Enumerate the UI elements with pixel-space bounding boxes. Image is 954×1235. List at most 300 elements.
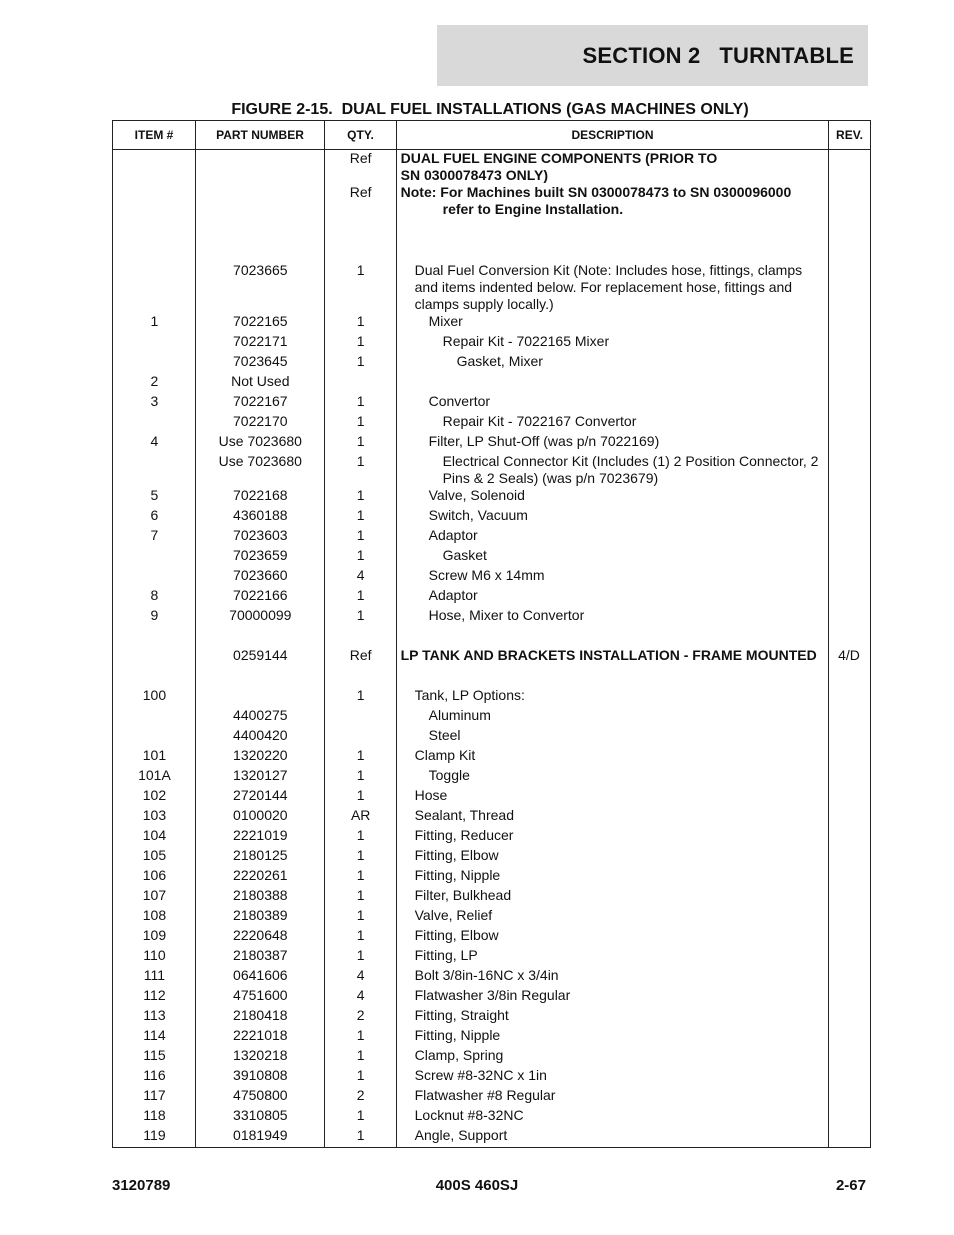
qty-cell: 1 — [356, 587, 365, 603]
part-number-cell: 2180125 — [233, 847, 288, 863]
description-cell — [397, 887, 828, 907]
column-divider — [195, 150, 196, 1147]
table-row — [113, 767, 870, 787]
qty-cell — [325, 373, 397, 393]
table-row — [113, 727, 870, 747]
description-cell — [397, 767, 828, 787]
description-text: Hose — [414, 787, 448, 803]
description-text: Filter, LP Shut-Off (was p/n 7022169) — [428, 433, 660, 449]
qty-cell: Ref — [349, 647, 372, 663]
section-title: SECTION 2 TURNTABLE — [582, 42, 854, 68]
rev-cell — [828, 567, 870, 587]
part-number-cell: 2220261 — [233, 867, 288, 883]
description-text: Angle, Support — [414, 1127, 508, 1143]
table-row — [113, 927, 870, 947]
rev-cell — [828, 727, 870, 747]
part-number-cell: 4750800 — [233, 1087, 288, 1103]
description-cell — [397, 647, 828, 667]
table-row — [113, 433, 870, 453]
footer-doc-number: 3120789 — [112, 1177, 171, 1194]
table-row — [113, 1127, 870, 1147]
item-cell: 117 — [143, 1087, 166, 1103]
part-number-cell: 0100020 — [233, 807, 288, 823]
rev-cell — [828, 150, 870, 184]
description-cell — [397, 727, 828, 747]
qty-cell: 1 — [356, 547, 365, 563]
description-cell — [397, 150, 828, 184]
qty-cell: 1 — [356, 1027, 365, 1043]
table-row — [113, 353, 870, 373]
item-cell: 9 — [150, 607, 159, 623]
table-row — [113, 150, 870, 184]
part-number-cell: 1320218 — [233, 1047, 288, 1063]
description-cell — [397, 707, 828, 727]
part-number-cell: 3310805 — [233, 1107, 288, 1123]
description-text: LP TANK AND BRACKETS INSTALLATION - FRAME MOUNTED — [400, 647, 817, 663]
item-cell: 7 — [150, 527, 159, 543]
description-cell — [397, 1107, 828, 1127]
rev-cell — [828, 433, 870, 453]
description-text: DUAL FUEL ENGINE COMPONENTS (PRIOR TO SN 0300078473 ONLY) — [400, 150, 718, 183]
part-number-cell: 7022170 — [233, 413, 288, 429]
table-row — [113, 313, 870, 333]
part-number-cell: 7022168 — [233, 487, 288, 503]
table-row — [113, 947, 870, 967]
item-cell: 100 — [142, 687, 167, 703]
qty-cell — [325, 707, 397, 727]
description-text: Sealant, Thread — [414, 807, 514, 823]
column-divider — [828, 150, 829, 1147]
part-number-cell: 2180388 — [233, 887, 288, 903]
spacer-row — [113, 627, 870, 647]
description-cell — [397, 333, 828, 353]
description-text-continued: refer to Engine Installation. — [442, 201, 624, 217]
table-row — [113, 987, 870, 1007]
description-text: Bolt 3/8in-16NC x 3/4in — [414, 967, 559, 983]
description-cell — [397, 967, 828, 987]
part-number-cell: 7023659 — [233, 547, 288, 563]
description-text: Gasket, Mixer — [456, 353, 543, 369]
table-row — [113, 507, 870, 527]
item-cell — [113, 184, 196, 218]
description-text: Hose, Mixer to Convertor — [428, 607, 585, 623]
qty-cell: 2 — [356, 1007, 365, 1023]
description-text: Fitting, LP — [414, 947, 478, 963]
rev-cell — [828, 353, 870, 373]
description-text: Screw M6 x 14mm — [428, 567, 545, 583]
rev-cell — [828, 373, 870, 393]
table-row — [113, 393, 870, 413]
description-text: Clamp, Spring — [414, 1047, 504, 1063]
item-cell: 5 — [150, 487, 159, 503]
part-number-cell: 4400275 — [233, 707, 288, 723]
rev-cell — [828, 967, 870, 987]
part-number-cell: 2180418 — [233, 1007, 288, 1023]
table-row — [113, 547, 870, 567]
qty-cell: AR — [350, 807, 371, 823]
rev-cell — [828, 393, 870, 413]
description-text: Dual Fuel Conversion Kit (Note: Includes hose, fittings, clamps and items indented below. For replacement hose, fittings and clamps supply locally.) — [414, 262, 803, 312]
item-cell: 113 — [143, 1007, 166, 1023]
table-row — [113, 567, 870, 587]
part-number-cell: Use 7023680 — [218, 453, 302, 469]
description-cell — [397, 1007, 828, 1027]
item-cell — [113, 567, 196, 587]
description-cell — [397, 1127, 828, 1147]
table-row — [113, 687, 870, 707]
item-cell — [113, 647, 196, 667]
footer-page-number: 2-67 — [835, 1177, 866, 1194]
qty-cell: 1 — [356, 767, 365, 783]
qty-cell: 1 — [356, 262, 365, 278]
description-cell — [397, 262, 828, 313]
table-row — [113, 827, 870, 847]
table-row — [113, 333, 870, 353]
qty-cell: 1 — [356, 907, 365, 923]
table-header-row — [113, 121, 871, 150]
table-row — [113, 1087, 870, 1107]
rev-cell — [828, 807, 870, 827]
rev-cell — [828, 507, 870, 527]
rev-cell — [828, 262, 870, 313]
qty-cell: 4 — [356, 967, 365, 983]
qty-cell: 1 — [356, 1067, 365, 1083]
rev-cell — [828, 767, 870, 787]
part-number-cell: 7022167 — [233, 393, 288, 409]
description-text: Valve, Relief — [414, 907, 493, 923]
part-number-cell: 2221018 — [233, 1027, 288, 1043]
rev-cell — [828, 887, 870, 907]
table-row — [113, 1027, 870, 1047]
description-cell — [397, 947, 828, 967]
table-row — [113, 847, 870, 867]
table-row — [113, 867, 870, 887]
table-row — [113, 1107, 870, 1127]
column-header-item: ITEM # — [113, 121, 196, 150]
description-text: Switch, Vacuum — [428, 507, 528, 523]
description-cell — [397, 827, 828, 847]
part-number-cell — [196, 184, 325, 218]
description-cell — [397, 313, 828, 333]
description-text: Convertor — [428, 393, 491, 409]
item-cell — [113, 262, 196, 313]
item-cell: 106 — [142, 867, 167, 883]
description-cell — [397, 847, 828, 867]
rev-cell — [828, 184, 870, 218]
item-cell: 6 — [150, 507, 159, 523]
rev-cell — [828, 587, 870, 607]
part-number-cell: 4400420 — [233, 727, 288, 743]
part-number-cell: 7022165 — [233, 313, 288, 329]
item-cell: 2 — [150, 373, 159, 389]
description-text: Valve, Solenoid — [428, 487, 525, 503]
item-cell — [113, 707, 196, 727]
description-cell — [397, 1047, 828, 1067]
item-cell: 118 — [143, 1107, 166, 1123]
rev-cell — [828, 947, 870, 967]
description-text: Adaptor — [428, 587, 478, 603]
item-cell: 102 — [142, 787, 167, 803]
table-row — [113, 787, 870, 807]
part-number-cell: Not Used — [231, 373, 290, 389]
footer-model: 400S 460SJ — [435, 1177, 519, 1194]
description-cell — [397, 787, 828, 807]
qty-cell: 1 — [356, 1047, 365, 1063]
item-cell: 108 — [142, 907, 167, 923]
table-row — [113, 262, 870, 313]
description-cell — [397, 807, 828, 827]
table-row — [113, 487, 870, 507]
part-number-cell: 7022171 — [233, 333, 288, 349]
spacer-row — [113, 667, 870, 687]
qty-cell: 1 — [356, 787, 365, 803]
column-header-description: DESCRIPTION — [397, 121, 829, 150]
description-cell — [397, 547, 828, 567]
part-number-cell: 0259144 — [233, 647, 288, 663]
rev-cell — [828, 413, 870, 433]
rev-cell — [828, 747, 870, 767]
description-cell — [397, 393, 828, 413]
section-header — [437, 25, 868, 86]
part-number-cell: 2221019 — [233, 827, 288, 843]
column-header-part-number: PART NUMBER — [196, 121, 325, 150]
description-text: Repair Kit - 7022165 Mixer — [442, 333, 610, 349]
table-row — [113, 907, 870, 927]
item-cell — [113, 727, 196, 747]
table-row — [113, 607, 870, 627]
qty-cell: 1 — [356, 413, 365, 429]
qty-cell: 1 — [356, 947, 365, 963]
rev-cell — [828, 907, 870, 927]
item-cell — [113, 413, 196, 433]
description-text: Aluminum — [428, 707, 491, 723]
rev-cell — [828, 787, 870, 807]
rev-cell — [828, 687, 870, 707]
description-cell — [397, 687, 828, 707]
description-cell — [397, 184, 828, 218]
column-divider — [396, 150, 397, 1147]
part-number-cell: 4751600 — [233, 987, 288, 1003]
description-text: Fitting, Reducer — [414, 827, 514, 843]
description-text: Toggle — [428, 767, 470, 783]
qty-cell: 1 — [356, 867, 365, 883]
rev-cell — [828, 1047, 870, 1067]
part-number-cell: 3910808 — [233, 1067, 288, 1083]
table-row — [113, 747, 870, 767]
qty-cell: 1 — [356, 453, 365, 469]
table-row — [113, 1047, 870, 1067]
description-text: Flatwasher 3/8in Regular — [414, 987, 571, 1003]
rev-cell — [828, 827, 870, 847]
rev-cell — [828, 1087, 870, 1107]
item-cell: 119 — [143, 1127, 166, 1143]
item-cell — [113, 453, 196, 487]
description-cell — [397, 507, 828, 527]
part-number-cell — [196, 150, 325, 184]
figure-title: FIGURE 2-15. DUAL FUEL INSTALLATIONS (GAS MACHINES ONLY) — [231, 101, 749, 118]
description-text: Fitting, Nipple — [414, 867, 501, 883]
part-number-cell: 7023603 — [233, 527, 288, 543]
table-row — [113, 1067, 870, 1087]
table-row — [113, 373, 870, 393]
table-row — [113, 647, 870, 667]
parts-table — [112, 120, 871, 1148]
description-text: Gasket — [442, 547, 487, 563]
qty-cell: 4 — [356, 987, 365, 1003]
rev-cell — [828, 707, 870, 727]
rev-cell — [828, 547, 870, 567]
description-text: Steel — [428, 727, 461, 743]
qty-cell: Ref — [349, 150, 372, 166]
description-text: Electrical Connector Kit (Includes (1) 2 Position Connector, 2 Pins & 2 Seals) (was p/n 7023679) — [442, 453, 819, 486]
qty-cell: 1 — [356, 507, 365, 523]
item-cell: 107 — [142, 887, 167, 903]
table-row — [113, 527, 870, 547]
part-number-cell: 1320220 — [233, 747, 288, 763]
qty-cell: 1 — [356, 607, 365, 623]
description-cell — [397, 987, 828, 1007]
item-cell: 109 — [142, 927, 167, 943]
qty-cell: 1 — [356, 353, 365, 369]
item-cell — [113, 150, 196, 184]
description-cell — [397, 927, 828, 947]
spacer-row — [113, 242, 870, 262]
description-cell — [397, 607, 828, 627]
table-row — [113, 184, 870, 218]
description-text: Fitting, Nipple — [414, 1027, 501, 1043]
description-cell — [397, 1027, 828, 1047]
part-number-cell: 4360188 — [233, 507, 288, 523]
qty-cell: 1 — [356, 927, 365, 943]
rev-cell: 4/D — [838, 647, 860, 663]
item-cell: 112 — [143, 987, 166, 1003]
rev-cell — [828, 453, 870, 487]
description-text: Repair Kit - 7022167 Convertor — [442, 413, 637, 429]
item-cell: 1 — [150, 313, 159, 329]
qty-cell: 1 — [356, 393, 365, 409]
description-text: Adaptor — [428, 527, 478, 543]
part-number-cell: 1320127 — [233, 767, 288, 783]
qty-cell: 1 — [356, 1107, 365, 1123]
item-cell: 115 — [143, 1047, 166, 1063]
description-cell — [397, 1087, 828, 1107]
qty-cell: 1 — [356, 333, 365, 349]
qty-cell: 1 — [356, 747, 365, 763]
description-cell — [397, 353, 828, 373]
rev-cell — [828, 313, 870, 333]
table-row — [113, 967, 870, 987]
description-cell — [397, 567, 828, 587]
rev-cell — [828, 607, 870, 627]
column-header-rev: REV. — [829, 121, 871, 150]
item-cell: 4 — [150, 433, 159, 449]
qty-cell: 1 — [356, 887, 365, 903]
rev-cell — [828, 1067, 870, 1087]
table-row — [113, 453, 870, 487]
description-cell — [397, 373, 828, 393]
description-text: Locknut #8-32NC — [414, 1107, 524, 1123]
item-cell: 111 — [143, 967, 166, 983]
item-cell: 8 — [150, 587, 159, 603]
parts-list — [113, 150, 870, 1147]
description-text: Screw #8-32NC x 1in — [414, 1067, 547, 1083]
item-cell: 3 — [150, 393, 159, 409]
rev-cell — [828, 1107, 870, 1127]
item-cell: 116 — [143, 1067, 166, 1083]
description-cell — [397, 453, 828, 487]
description-cell — [397, 433, 828, 453]
rev-cell — [828, 1007, 870, 1027]
column-header-qty: QTY. — [325, 121, 397, 150]
table-row — [113, 887, 870, 907]
description-cell — [397, 527, 828, 547]
description-text: Mixer — [428, 313, 463, 329]
qty-cell: 2 — [356, 1087, 365, 1103]
item-cell: 101A — [138, 767, 171, 783]
qty-cell: Ref — [349, 184, 372, 200]
table-row — [113, 807, 870, 827]
part-number-cell: Use 7023680 — [218, 433, 302, 449]
description-text: Fitting, Straight — [414, 1007, 509, 1023]
rev-cell — [828, 333, 870, 353]
description-cell — [397, 1067, 828, 1087]
item-cell: 114 — [143, 1027, 166, 1043]
description-text: Fitting, Elbow — [414, 927, 499, 943]
description-text: Fitting, Elbow — [414, 847, 499, 863]
description-text: Clamp Kit — [414, 747, 476, 763]
part-number-cell: 7023665 — [233, 262, 288, 278]
description-text: Tank, LP Options: — [414, 687, 525, 703]
description-text: Note: For Machines built SN 0300078473 to SN 0300096000 — [400, 184, 792, 200]
item-cell: 103 — [142, 807, 167, 823]
column-divider — [324, 150, 325, 1147]
item-cell — [113, 333, 196, 353]
qty-cell: 1 — [356, 433, 365, 449]
part-number-cell: 7023660 — [233, 567, 288, 583]
qty-cell: 1 — [356, 827, 365, 843]
part-number-cell: 2720144 — [233, 787, 288, 803]
qty-cell: 4 — [356, 567, 365, 583]
table-row — [113, 707, 870, 727]
qty-cell: 1 — [356, 487, 365, 503]
item-cell: 105 — [142, 847, 167, 863]
rev-cell — [828, 527, 870, 547]
item-cell — [113, 547, 196, 567]
rev-cell — [828, 487, 870, 507]
item-cell: 101 — [142, 747, 167, 763]
part-number-cell: 0181949 — [233, 1127, 288, 1143]
item-cell — [113, 353, 196, 373]
rev-cell — [828, 1127, 870, 1147]
part-number-cell: 0641606 — [233, 967, 288, 983]
description-cell — [397, 907, 828, 927]
description-cell — [397, 413, 828, 433]
rev-cell — [828, 867, 870, 887]
description-cell — [397, 487, 828, 507]
description-text: Filter, Bulkhead — [414, 887, 512, 903]
qty-cell: 1 — [356, 847, 365, 863]
qty-cell: 1 — [356, 527, 365, 543]
qty-cell: 1 — [356, 1127, 365, 1143]
qty-cell — [325, 727, 397, 747]
table-row — [113, 1007, 870, 1027]
part-number-cell: 70000099 — [229, 607, 292, 623]
description-cell — [397, 747, 828, 767]
table-row — [113, 413, 870, 433]
part-number-cell: 7023645 — [233, 353, 288, 369]
item-cell: 104 — [142, 827, 167, 843]
rev-cell — [828, 987, 870, 1007]
